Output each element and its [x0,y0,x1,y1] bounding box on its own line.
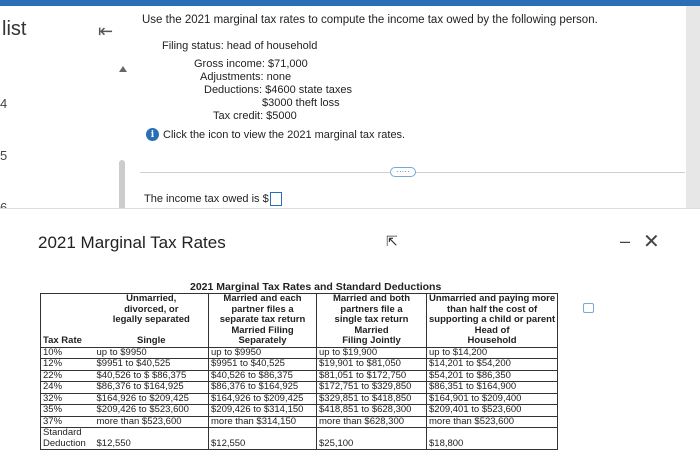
mouse-cursor-icon: ⇱ [386,233,398,249]
table-row: 32% $164,926 to $209,425 $164,926 to $209,425 $329,851 to $418,850 $164,901 to $209,400 [41,393,558,405]
header-blank [41,294,95,326]
gross-income: Gross income: $71,000 [194,58,308,70]
nav-item-4[interactable]: 4 [0,96,8,111]
table-row: 22% $40,526 to $ $86,375 $40,526 to $86,375 $81,051 to $172,750 $54,201 to $86,350 [41,370,558,382]
left-navigation [0,6,40,236]
header-single-sub: Single [95,326,209,348]
modal-title: 2021 Marginal Tax Rates [38,233,226,252]
info-link-row[interactable] [146,128,405,141]
collapse-panel-icon[interactable]: ⇤ [98,21,114,41]
info-link-text[interactable]: Click the icon to view the 2021 marginal tax rates. [163,128,406,141]
scroll-up-icon[interactable] [119,66,127,72]
header-single: Unmarried, divorced, or legally separated [95,294,209,326]
adjustments: Adjustments: none [200,71,292,83]
table-row: 35% $209,426 to $523,600 $209,426 to $314,150 $418,851 to $628,300 $209,401 to $523,600 [41,405,558,417]
deductions: Deductions: $4600 state taxes [204,84,352,96]
deductions-extra: $3000 theft loss [262,97,340,109]
info-icon[interactable]: i [146,128,159,141]
table-row: 37% more than $523,600 more than $314,150 more than $628,300 more than $523,600 [41,416,558,428]
nav-title: list [2,18,27,40]
filing-status: Filing status: head of household [162,40,318,52]
header-mfj: Married and both partners file a single tax return [317,294,427,326]
answer-label: The income tax owed is $ [144,193,269,205]
table-row-standard-deduction: Standard Deduction $12,550 $12,550 $25,100 $18,800 [41,428,558,450]
tax-rates-modal [0,208,700,470]
question-prompt: Use the 2021 marginal tax rates to compute the income tax owed by the following person. [142,14,598,26]
minimize-icon[interactable]: – [620,231,631,251]
table-row: 10% up to $9950 up to $9950 up to $19,900 up to $14,200 [41,347,558,359]
header-mfs-sub: Married Filing Separately [209,326,317,348]
close-icon[interactable]: ✕ [643,231,660,253]
tax-credit: Tax credit: $5000 [213,110,297,122]
answer-row [144,192,282,206]
nav-item-5[interactable]: 5 [0,148,8,163]
table-title: 2021 Marginal Tax Rates and Standard Deductions [190,281,442,293]
answer-input[interactable] [270,192,282,206]
top-accent-bar [0,0,700,6]
header-hoh-sub: Head of Household [427,326,558,348]
header-mfs: Married and each partner files a separate tax return [209,294,317,326]
header-hoh: Unmarried and paying more than half the cost of supporting a child or parent [427,294,558,326]
table-row: 12% $9951 to $40,525 $9951 to $40,525 $19,901 to $81,050 $14,201 to $54,200 [41,359,558,371]
more-button[interactable]: ····· [390,167,416,177]
tax-rate-table [40,293,558,450]
header-mfj-sub: Married Filing Jointly [317,326,427,348]
copy-table-icon[interactable] [583,303,594,313]
table-row: 24% $86,376 to $164,925 $86,376 to $164,925 $172,751 to $329,850 $86,351 to $164,900 [41,382,558,394]
header-tax-rate: Tax Rate [41,326,95,348]
